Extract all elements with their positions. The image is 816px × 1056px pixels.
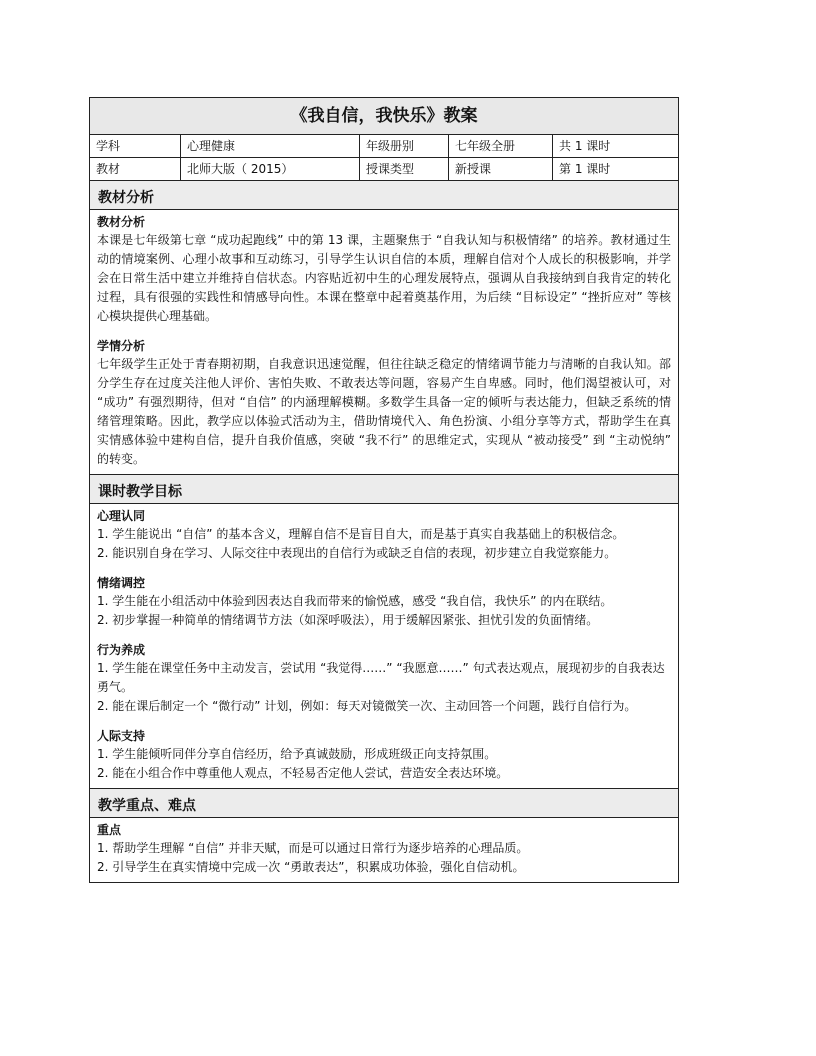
section-body-analysis [90,210,678,475]
student-analysis-title: 学情分析 [97,339,146,353]
section-body-objectives [90,504,678,789]
objective-group-title: 人际支持 [97,729,146,743]
objective-item: 1. 学生能在课堂任务中主动发言，尝试用 “我觉得……” “我愿意……” 句式表达观点，展现初步的自我表达勇气。 [97,661,665,694]
objective-item: 2. 能识别自身在学习、人际交往中表现出的自信行为或缺乏自信的表现，初步建立自我觉察能力。 [97,546,617,560]
info-row-1 [90,135,678,158]
objective-group-title: 情绪调控 [97,576,146,590]
objective-item: 2. 初步掌握一种简单的情绪调节方法（如深呼吸法），用于缓解因紧张、担忧引发的负面情绪。 [97,613,599,627]
subject-label: 学科 [90,135,181,157]
lesson-type-value: 新授课 [449,158,553,180]
document-title: 《我自信，我快乐》教案 [90,98,678,135]
info-row-2 [90,158,678,181]
objective-item: 2. 能在课后制定一个 “微行动” 计划，例如：每天对镜微笑一次、主动回答一个问题，践行自信行为。 [97,699,637,713]
lesson-plan-table [89,97,679,883]
objective-item: 2. 能在小组合作中尊重他人观点，不轻易否定他人尝试，营造安全表达环境。 [97,766,509,780]
section-body-key-points [90,818,678,882]
textbook-analysis-title: 教材分析 [97,215,146,229]
grade-value: 七年级全册 [449,135,553,157]
textbook-label: 教材 [90,158,181,180]
objective-item: 1. 学生能在小组活动中体验到因表达自我而带来的愉悦感，感受 “我自信，我快乐” 的内在联结。 [97,594,613,608]
key-point-item: 1. 帮助学生理解 “自信” 并非天赋，而是可以通过日常行为逐步培养的心理品质。 [97,841,529,855]
objective-group-title: 行为养成 [97,643,146,657]
period-number: 第 1 课时 [559,162,611,176]
section-heading-key-points: 教学重点、难点 [90,789,678,818]
objective-group-title: 心理认同 [97,509,146,523]
objective-item: 1. 学生能倾听同伴分享自信经历，给予真诚鼓励，形成班级正向支持氛围。 [97,747,497,761]
key-points-title: 重点 [97,823,122,837]
section-heading-analysis: 教材分析 [90,181,678,210]
student-analysis-text: 七年级学生正处于青春期初期，自我意识迅速觉醒，但往往缺乏稳定的情绪调节能力与清晰的自我认知。部分学生存在过度关注他人评价、害怕失败、不敢表达等问题，容易产生自卑感。同时，他们渴望被认可，对 “成功” 有强烈期待，但对 “自信” 的内涵理解模糊。多数学生具备一定的倾听与表达能力，但缺乏系统的情绪管理策略。因此，教学应以体验式活动为主，借助情境代入、角色扮演、小组分享等方式，帮助学生在真实情感体验中建构自信，提升自我价值感，突破 “我不行” 的思维定式，实现从 “被动接受” 到 “主动悦纳” 的转变。 [97,357,671,466]
textbook-value: 北师大版（ 2015） [181,158,360,180]
grade-label: 年级册别 [360,135,449,157]
objective-item: 1. 学生能说出 “自信” 的基本含义，理解自信不是盲目自大，而是基于真实自我基础上的积极信念。 [97,527,625,541]
total-periods: 共 1 课时 [559,139,611,153]
key-point-item: 2. 引导学生在真实情境中完成一次 “勇敢表达”，积累成功体验，强化自信动机。 [97,860,525,874]
subject-value: 心理健康 [181,135,360,157]
lesson-type-label: 授课类型 [360,158,449,180]
section-heading-objectives: 课时教学目标 [90,475,678,504]
textbook-analysis-text: 本课是七年级第七章 “成功起跑线” 中的第 13 课，主题聚焦于 “自我认知与积极情绪” 的培养。教材通过生动的情境案例、心理小故事和互动练习，引导学生认识自信的本质，理解自信对个人成长的积极影响，并学会在日常生活中建立并维持自信状态。内容贴近初中生的心理发展特点，强调从自我接纳到自我肯定的转化过程，具有很强的实践性和情感导向性。本课在整章中起着奠基作用，为后续 “目标设定” “挫折应对” 等核心模块提供心理基础。 [97,233,671,323]
